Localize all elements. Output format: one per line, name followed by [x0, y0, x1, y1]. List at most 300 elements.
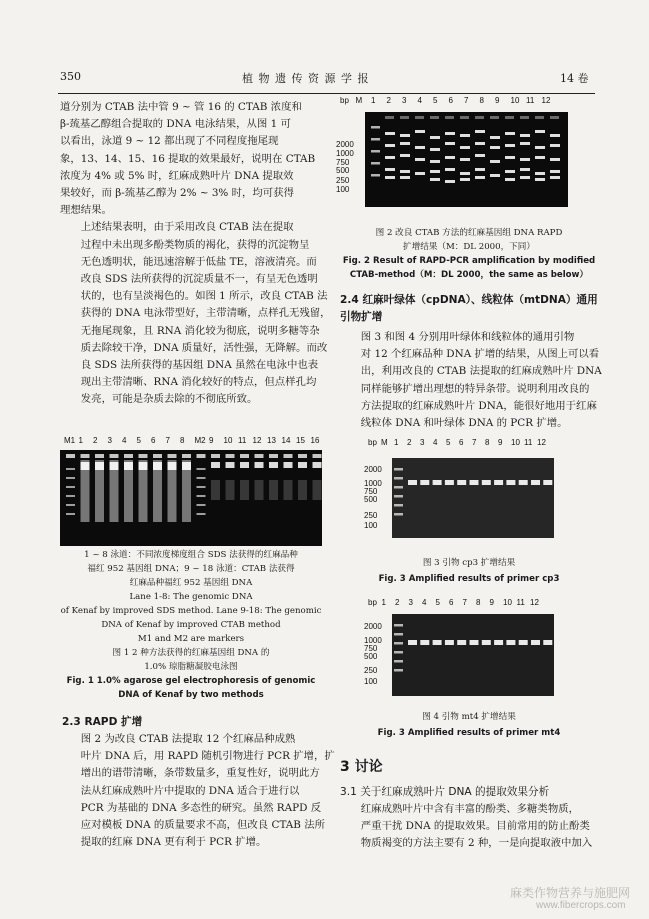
- gel-band: [371, 126, 380, 129]
- lane-label: 5: [433, 96, 438, 105]
- gel-band: [408, 480, 417, 485]
- text-line: 状的，也有呈淡褐色的。如图 1 所示，改良 CTAB 法: [80, 290, 328, 303]
- section-3-heading: 3 讨论: [340, 759, 383, 775]
- lane-label: 1: [381, 598, 386, 607]
- lane-label: 10: [511, 438, 520, 447]
- gel-band: [475, 168, 485, 171]
- gel-band: [535, 146, 545, 149]
- lane-label: 5: [446, 438, 451, 447]
- lane-label: 10: [223, 436, 233, 445]
- lane-label: 4: [417, 96, 422, 105]
- gel-band: [197, 468, 206, 470]
- fig3-gel-image: [392, 458, 554, 538]
- fig2-gel-svg: [365, 112, 568, 207]
- gel-band: [420, 640, 429, 645]
- gel-band: [211, 462, 220, 468]
- lane-label: 6: [151, 436, 156, 445]
- gel-band: [385, 144, 395, 147]
- text-line: 对 12 个红麻品种 DNA 扩增的结果，从图上可以看: [360, 348, 600, 361]
- marker-size-label: 500: [364, 495, 378, 504]
- gel-band: [394, 624, 403, 627]
- gel-band: [520, 116, 529, 119]
- text-line: 改良 SDS 法所获得的沉淀质量不一，有呈无色透明: [80, 273, 318, 286]
- gel-band: [415, 130, 425, 133]
- gel-band: [66, 513, 75, 515]
- lane-label: 7: [165, 436, 170, 445]
- lane-label: bp: [368, 598, 377, 607]
- gel-band: [457, 640, 466, 645]
- lane-label: 7: [464, 96, 469, 105]
- lane-label: 2: [395, 598, 400, 607]
- lane-label: bp: [368, 438, 377, 447]
- lane-label: 7: [462, 598, 467, 607]
- gel-band: [460, 172, 470, 175]
- gel-band: [490, 174, 500, 177]
- gel-band: [400, 116, 409, 119]
- gel-band: [505, 132, 515, 135]
- gel-band: [550, 170, 560, 173]
- fig3-title-cn: 图 3 引物 cp3 扩增结果: [422, 558, 516, 568]
- watermark-cn: 麻类作物营养与施肥网: [510, 886, 631, 900]
- gel-band: [445, 640, 454, 645]
- gel-band: [371, 138, 380, 141]
- gel-band: [240, 462, 249, 468]
- gel-band: [284, 462, 293, 468]
- gel-band: [460, 134, 470, 137]
- lane-label: 6: [448, 96, 453, 105]
- gel-band: [269, 480, 278, 500]
- gel-band: [197, 454, 206, 458]
- gel-band: [535, 156, 545, 159]
- left-column: [60, 99, 331, 409]
- gel-band: [385, 116, 394, 119]
- gel-band: [505, 170, 515, 173]
- lane-label: 5: [435, 598, 440, 607]
- gel-band: [445, 156, 455, 159]
- gel-band: [313, 462, 322, 468]
- gel-band: [298, 454, 307, 458]
- lane-label: M2: [194, 436, 206, 445]
- text-line: 过程中未出现多酚类物质的褐化，获得的沉淀物呈: [80, 238, 310, 251]
- text-line: 获得的 DNA 电泳带型好，主带清晰，点样孔无残留，: [80, 307, 331, 320]
- fig4-title-en: Fig. 3 Amplified results of primer mt4: [377, 728, 561, 738]
- gel-band: [226, 454, 235, 458]
- gel-band: [430, 178, 440, 181]
- marker-size-label: 100: [364, 677, 378, 686]
- gel-band: [482, 480, 491, 485]
- fig2-title-en: CTAB-method（M：DL 2000，the same as below）: [349, 270, 589, 280]
- gel-band: [550, 158, 560, 161]
- gel-band: [475, 176, 485, 179]
- fig1-legend-en: of Kenaf by improved SDS method. Lane 9-18: The genomic: [60, 606, 322, 616]
- marker-size-label: 2000: [336, 140, 354, 149]
- gel-band: [520, 142, 530, 145]
- gel-band: [400, 134, 410, 137]
- fig1-title-cn: 图 1 2 种方法获得的红麻基因组 DNA 的: [112, 648, 270, 658]
- journal-title: 植 物 遗 传 资 源 学 报: [242, 72, 370, 85]
- gel-band: [124, 462, 133, 470]
- gel-band: [430, 116, 439, 119]
- fig2-title-cn: 图 2 改良 CTAB 方法的红麻基因组 DNA RAPD: [375, 228, 563, 238]
- text-line: 发亮，可能是杂质去除的不彻底所致。: [80, 393, 258, 406]
- section-3-1-heading: 3.1 关于红麻成熟叶片 DNA 的提取效果分析: [340, 786, 550, 798]
- text-line: 现出主带清晰、RNA 消化较好的特点，但点样孔均: [80, 376, 317, 389]
- gel-band: [226, 480, 235, 500]
- fig2-gel-image: [365, 112, 568, 207]
- volume-label: 14 卷: [560, 72, 589, 85]
- gel-band: [240, 454, 249, 458]
- fig3-caption: [340, 556, 598, 586]
- gel-band: [394, 468, 403, 471]
- text-line: 道分别为 CTAB 法中管 9 ~ 管 16 的 CTAB 浓度和: [60, 101, 302, 113]
- text-line: 无拖尾现象，且 RNA 消化较为彻底，说明多糖等杂: [80, 324, 320, 337]
- lane-label: 14: [281, 436, 291, 445]
- gel-band: [430, 148, 440, 151]
- gel-band: [168, 462, 177, 470]
- gel-band: [385, 176, 395, 179]
- gel-band: [460, 146, 470, 149]
- gel-band: [531, 640, 540, 645]
- marker-size-label: 500: [336, 166, 350, 175]
- text-line: 提取的红麻 DNA 更有利于 PCR 扩增。: [80, 836, 267, 849]
- lane-label: 9: [489, 598, 494, 607]
- gel-band: [482, 640, 491, 645]
- lane-label: 12: [252, 436, 262, 445]
- text-line: 理想结果。: [60, 204, 112, 217]
- fig1-title-en: DNA of Kenaf by two methods: [118, 690, 264, 700]
- marker-size-label: 100: [336, 185, 350, 194]
- gel-band: [269, 454, 278, 458]
- lane-label: 11: [526, 96, 535, 105]
- fig2-title-en: Fig. 2 Result of RAPD-PCR amplification by modified: [342, 256, 596, 266]
- section-2-4-heading: [340, 292, 598, 326]
- fig1-gel-image: [60, 450, 322, 546]
- gel-band: [168, 454, 177, 458]
- left-column-bottom: [60, 731, 335, 851]
- text-line: 法从红麻成熟叶片中提取的 DNA 适合于进行以: [80, 784, 300, 797]
- gel-band: [519, 640, 528, 645]
- gel-band: [445, 142, 455, 145]
- gel-band: [394, 633, 403, 636]
- gel-band: [400, 176, 410, 179]
- marker-size-label: 1000: [364, 636, 382, 645]
- gel-band: [66, 486, 75, 488]
- lane-label: 3: [402, 96, 407, 105]
- lane-label: M1: [64, 436, 76, 445]
- text-line: 出，利用改良的 CTAB 法提取的红麻成熟叶片 DNA: [360, 365, 602, 378]
- lane-label: 1: [394, 438, 399, 447]
- gel-band: [550, 176, 560, 179]
- lane-label: 8: [476, 598, 481, 607]
- gel-band: [505, 144, 515, 147]
- gel-band: [535, 130, 545, 133]
- gel-band: [445, 480, 454, 485]
- paragraph: [60, 731, 335, 851]
- gel-band: [139, 454, 148, 458]
- watermark-url: www.fibercrops.com: [536, 900, 626, 911]
- gel-band: [385, 156, 395, 159]
- fig4-gel-image: [392, 614, 554, 696]
- gel-band: [182, 454, 191, 458]
- gel-band: [371, 162, 380, 165]
- lane-label: 6: [449, 598, 454, 607]
- gel-band: [255, 480, 264, 500]
- lane-label: 4: [122, 436, 127, 445]
- text-line: 无色透明状，能迅速溶解于低盐 TE，溶液清亮。而: [80, 255, 317, 268]
- marker-size-label: 2000: [364, 465, 382, 474]
- gel-band: [394, 477, 403, 480]
- lane-label: 3: [408, 598, 413, 607]
- text-line: 严重干扰 DNA 的提取效果。目前常用的防止酚类: [360, 820, 590, 833]
- gel-band: [394, 642, 403, 645]
- gel-band: [95, 462, 104, 470]
- text-line: β-巯基乙醇组合提取的 DNA 电泳结果，从图 1 可: [60, 118, 291, 131]
- text-line: 图 2 为改良 CTAB 法提取 12 个红麻品种成熟: [80, 733, 296, 745]
- gel-band: [313, 454, 322, 458]
- gel-band: [520, 134, 530, 137]
- lane-label: 8: [180, 436, 185, 445]
- gel-band: [211, 480, 220, 500]
- gel-band: [269, 462, 278, 468]
- fig3-title-en: Fig. 3 Amplified results of primer cp3: [378, 574, 560, 584]
- text-line: 良 SDS 法所获得的基因组 DNA 虽然在电泳中也表: [80, 359, 319, 372]
- text-line: 红麻成熟叶片中含有丰富的酚类、多糖类物质，: [360, 803, 579, 815]
- lane-label: 9: [495, 96, 500, 105]
- gel-band: [284, 454, 293, 458]
- lane-label: 3: [107, 436, 112, 445]
- gel-band: [460, 116, 469, 119]
- gel-band: [445, 132, 455, 135]
- gel-band: [371, 150, 380, 153]
- gel-band: [543, 640, 552, 645]
- gel-band: [66, 454, 75, 458]
- lane-label: 2: [386, 96, 391, 105]
- gel-band: [197, 504, 206, 506]
- gel-band: [313, 480, 322, 500]
- header-rule: [58, 93, 595, 94]
- gel-band: [460, 158, 470, 161]
- gel-band: [531, 480, 540, 485]
- gel-band: [520, 176, 530, 179]
- gel-band: [394, 486, 403, 489]
- gel-band: [394, 495, 403, 498]
- gel-band: [408, 640, 417, 645]
- gel-band: [394, 669, 403, 672]
- fig1-legend-cn: 1 ~ 8 泳道：不同浓度梯度组合 SDS 法获得的红麻品种: [84, 550, 298, 560]
- lane-label: 8: [485, 438, 490, 447]
- gel-band: [371, 174, 380, 177]
- gel-band: [475, 130, 485, 133]
- gel-band: [430, 170, 440, 173]
- fig1-title-cn: 1.0% 琼脂糖凝胶电泳图: [144, 662, 238, 672]
- marker-size-label: 2000: [364, 622, 382, 631]
- lane-label: 12: [537, 438, 546, 447]
- gel-band: [197, 513, 206, 515]
- heading-line: 2.4 红麻叶绿体（cpDNA）、线粒体（mtDNA）通用: [340, 294, 598, 306]
- gel-band: [535, 116, 544, 119]
- gel-band: [520, 168, 530, 171]
- gel-band: [415, 116, 424, 119]
- lane-label: 1: [78, 436, 83, 445]
- fig1-legend-en: Lane 1-8: The genomic DNA: [129, 592, 253, 602]
- gel-band: [543, 480, 552, 485]
- marker-size-label: 750: [336, 158, 350, 167]
- gel-band: [394, 513, 403, 516]
- lane-label: 6: [459, 438, 464, 447]
- right-column-text: [340, 329, 602, 432]
- gel-band: [95, 454, 104, 458]
- marker-size-label: 1000: [336, 149, 354, 158]
- gel-band: [394, 660, 403, 663]
- gel-band: [240, 480, 249, 500]
- gel-band: [66, 477, 75, 479]
- gel-band: [445, 180, 455, 183]
- gel-band: [226, 462, 235, 468]
- lane-label: 4: [422, 598, 427, 607]
- fig1-caption: [60, 548, 322, 702]
- gel-band: [433, 640, 442, 645]
- marker-size-label: 1000: [364, 479, 382, 488]
- gel-band: [81, 454, 90, 458]
- lane-label: M: [381, 438, 388, 447]
- right-column-bottom: [340, 801, 598, 853]
- gel-band: [550, 116, 559, 119]
- gel-band: [139, 462, 148, 470]
- fig1-legend-en: M1 and M2 are markers: [137, 634, 245, 644]
- lane-label: 2: [407, 438, 412, 447]
- gel-band: [490, 116, 499, 119]
- fig1-legend-cn: 福红 952 基因组 DNA；9 ~ 18 泳道：CTAB 法获得: [87, 564, 295, 574]
- marker-size-label: 750: [364, 644, 378, 653]
- gel-band: [394, 504, 403, 507]
- text-line: 上述结果表明，由于采用改良 CTAB 法在提取: [80, 221, 294, 234]
- gel-band: [430, 160, 440, 163]
- section-2-3-heading: 2.3 RAPD 扩增: [62, 716, 143, 728]
- gel-band: [506, 480, 515, 485]
- paragraph: [340, 801, 598, 853]
- gel-band: [66, 468, 75, 470]
- gel-band: [535, 172, 545, 175]
- gel-band: [520, 158, 530, 161]
- marker-size-label: 100: [364, 521, 378, 530]
- lane-label: 13: [267, 436, 276, 445]
- gel-band: [505, 156, 515, 159]
- gel-band: [255, 462, 264, 468]
- gel-band: [494, 640, 503, 645]
- gel-band: [550, 134, 560, 137]
- marker-size-label: 750: [364, 487, 378, 496]
- gel-band: [153, 454, 162, 458]
- gel-band: [400, 142, 410, 145]
- gel-band: [66, 504, 75, 506]
- gel-band: [475, 116, 484, 119]
- gel-band: [385, 168, 395, 171]
- marker-size-label: 250: [364, 666, 378, 675]
- lane-label: 10: [510, 96, 520, 105]
- gel-band: [445, 168, 455, 171]
- text-line: 图 3 和图 4 分别用叶绿体和线粒体的通用引物: [360, 331, 575, 343]
- gel-band: [298, 462, 307, 468]
- fig4-caption: [340, 710, 598, 740]
- fig2-caption: [340, 226, 598, 282]
- gel-band: [182, 462, 191, 470]
- gel-band: [490, 160, 500, 163]
- lane-label: 5: [136, 436, 141, 445]
- paragraph: [60, 219, 331, 408]
- text-line: 以看出，泳道 9 ~ 12 都出现了不同程度拖尾现: [60, 135, 279, 148]
- fig2-title-cn: 扩增结果（M：DL 2000，下同）: [403, 242, 535, 252]
- lane-label: M: [355, 96, 363, 105]
- lane-label: 10: [503, 598, 512, 607]
- text-line: 质去除较干净，DNA 质量好，活性强，无降解。而改: [80, 341, 328, 354]
- gel-band: [385, 132, 395, 135]
- lane-label: 15: [296, 436, 305, 445]
- page-number: 350: [60, 70, 81, 83]
- text-line: 方法提取的红麻成熟叶片 DNA，能很好地用于红麻: [360, 399, 597, 412]
- lane-label: 8: [479, 96, 484, 105]
- lane-label: 11: [238, 436, 247, 445]
- fig4-title-cn: 图 4 引物 mt4 扩增结果: [422, 712, 516, 722]
- text-line: 同样能够扩增出理想的特异条带。说明利用改良的: [360, 382, 590, 395]
- lane-label: 1: [371, 96, 376, 105]
- lane-label: 16: [310, 436, 320, 445]
- lane-label: 12: [541, 96, 551, 105]
- marker-size-label: 250: [364, 511, 378, 520]
- gel-band: [494, 480, 503, 485]
- paragraph: [340, 329, 602, 432]
- gel-band: [430, 136, 440, 139]
- gel-band: [124, 454, 133, 458]
- gel-band: [490, 146, 500, 149]
- gel-band: [420, 480, 429, 485]
- text-line: 象，13、14、15、16 提取的效果最好，说明在 CTAB: [60, 152, 316, 165]
- gel-band: [470, 480, 479, 485]
- fig4-gel-svg: [392, 614, 554, 696]
- gel-band: [153, 462, 162, 470]
- gel-band: [506, 640, 515, 645]
- lane-label: 2: [93, 436, 98, 445]
- text-line: PCR 为基础的 DNA 多态性的研究。虽然 RAPD 反: [80, 801, 322, 814]
- paragraph: [60, 99, 318, 219]
- gel-band: [400, 154, 410, 157]
- marker-size-label: 250: [336, 176, 350, 185]
- gel-band: [197, 477, 206, 479]
- gel-band: [415, 146, 425, 149]
- gel-band: [298, 480, 307, 500]
- lane-label: 7: [472, 438, 477, 447]
- gel-band: [81, 462, 90, 470]
- gel-band: [505, 178, 515, 181]
- marker-size-label: 500: [364, 652, 378, 661]
- fig1-gel-svg: [60, 450, 322, 546]
- gel-band: [433, 480, 442, 485]
- lane-label: 3: [420, 438, 425, 447]
- gel-band: [66, 495, 75, 497]
- gel-band: [255, 454, 264, 458]
- gel-band: [110, 454, 119, 458]
- fig3-gel-svg: [392, 458, 554, 538]
- gel-band: [415, 158, 425, 161]
- text-line: 增出的谱带清晰，条带数量多，重复性好，说明此方: [80, 767, 320, 780]
- fig1-legend-cn: 红麻品种福红 952 基因组 DNA: [129, 578, 253, 588]
- gel-band: [460, 178, 470, 181]
- text-line: 果较好，而 β-巯基乙醇为 2% ~ 3% 时，均可获得: [60, 187, 294, 200]
- text-line: 应对模板 DNA 的质量要求不高，但改良 CTAB 法所: [80, 819, 326, 832]
- gel-band: [457, 480, 466, 485]
- text-line: 叶片 DNA 后，用 RAPD 随机引物进行 PCR 扩增，扩: [80, 750, 335, 763]
- gel-band: [415, 172, 425, 175]
- gel-band: [470, 640, 479, 645]
